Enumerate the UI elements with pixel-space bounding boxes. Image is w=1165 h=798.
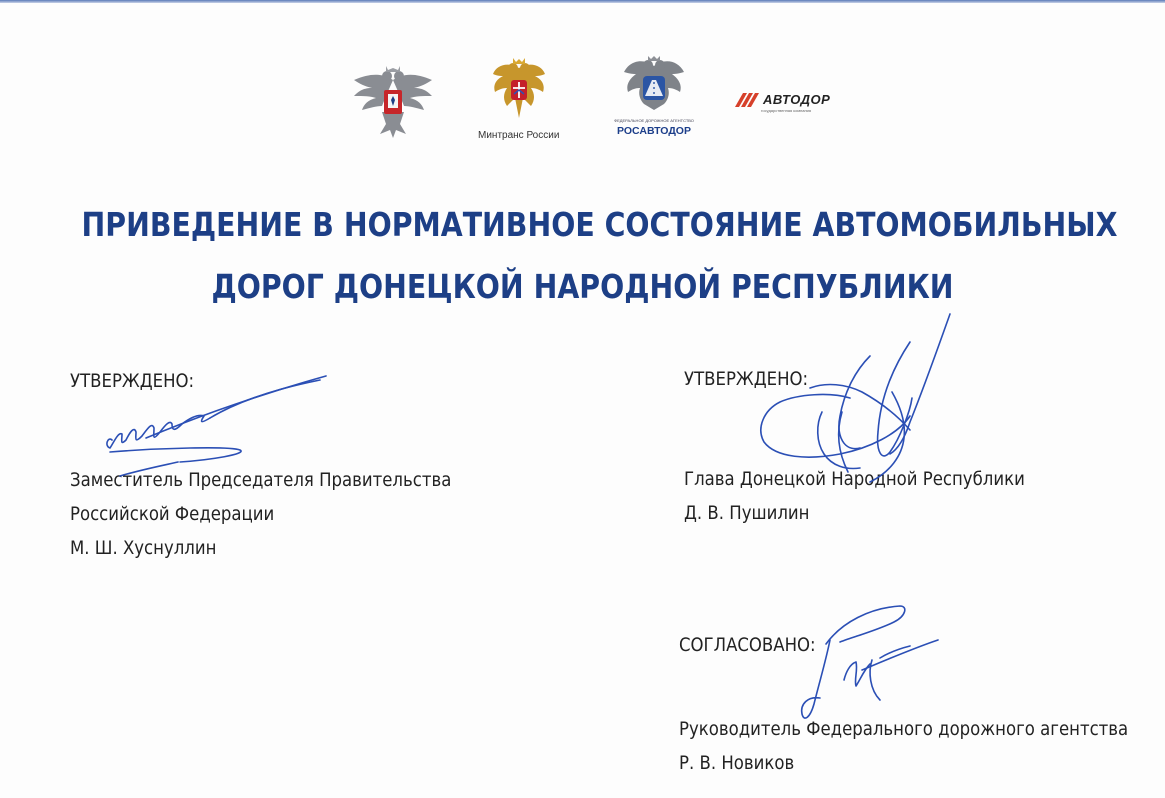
page-top-edge (0, 0, 1165, 3)
left-approval-position-line-1: Заместитель Председателя Правительства (70, 469, 452, 491)
signature-novikov (790, 600, 950, 725)
dnr-logo (350, 66, 436, 140)
rosavtodor-subcaption: ФЕДЕРАЛЬНОЕ ДОРОЖНОЕ АГЕНТСТВО (614, 118, 694, 123)
mintrans-logo (478, 58, 559, 141)
right-approval-position-line-1: Глава Донецкой Народной Республики (684, 468, 1025, 490)
avtodor-stripes-icon (733, 93, 759, 107)
agreed-position-line-1: Руководитель Федерального дорожного агентства (679, 718, 1129, 740)
left-approval-heading: УТВЕРЖДЕНО: (70, 370, 195, 392)
russian-eagle-emblem-icon (479, 58, 559, 126)
mintrans-caption: Минтранс России (478, 130, 560, 141)
document-title-line-1: ПРИВЕДЕНИЕ В НОРМАТИВНОЕ СОСТОЯНИЕ АВТОМОБИЛЬНЫХ (81, 205, 1118, 244)
rosavtodor-caption: РОСАВТОДОР (617, 125, 691, 137)
rosavtodor-emblem-icon (614, 56, 694, 116)
dnr-coat-of-arms-icon (350, 66, 436, 140)
right-approval-name: Д. В. Пушилин (684, 502, 810, 524)
rosavtodor-logo (614, 56, 694, 137)
left-approval-name: М. Ш. Хуснуллин (70, 537, 217, 559)
avtodor-logo (733, 92, 831, 113)
avtodor-wordmark: АВТОДОР (763, 92, 831, 107)
agreed-heading: СОГЛАСОВАНО: (679, 634, 816, 656)
right-approval-heading: УТВЕРЖДЕНО: (684, 368, 809, 390)
avtodor-subtext: государственная компания (761, 108, 812, 113)
left-approval-position-line-2: Российской Федерации (70, 503, 275, 525)
document-title-line-2: ДОРОГ ДОНЕЦКОЙ НАРОДНОЙ РЕСПУБЛИКИ (211, 267, 954, 306)
agreed-name: Р. В. Новиков (679, 752, 795, 774)
